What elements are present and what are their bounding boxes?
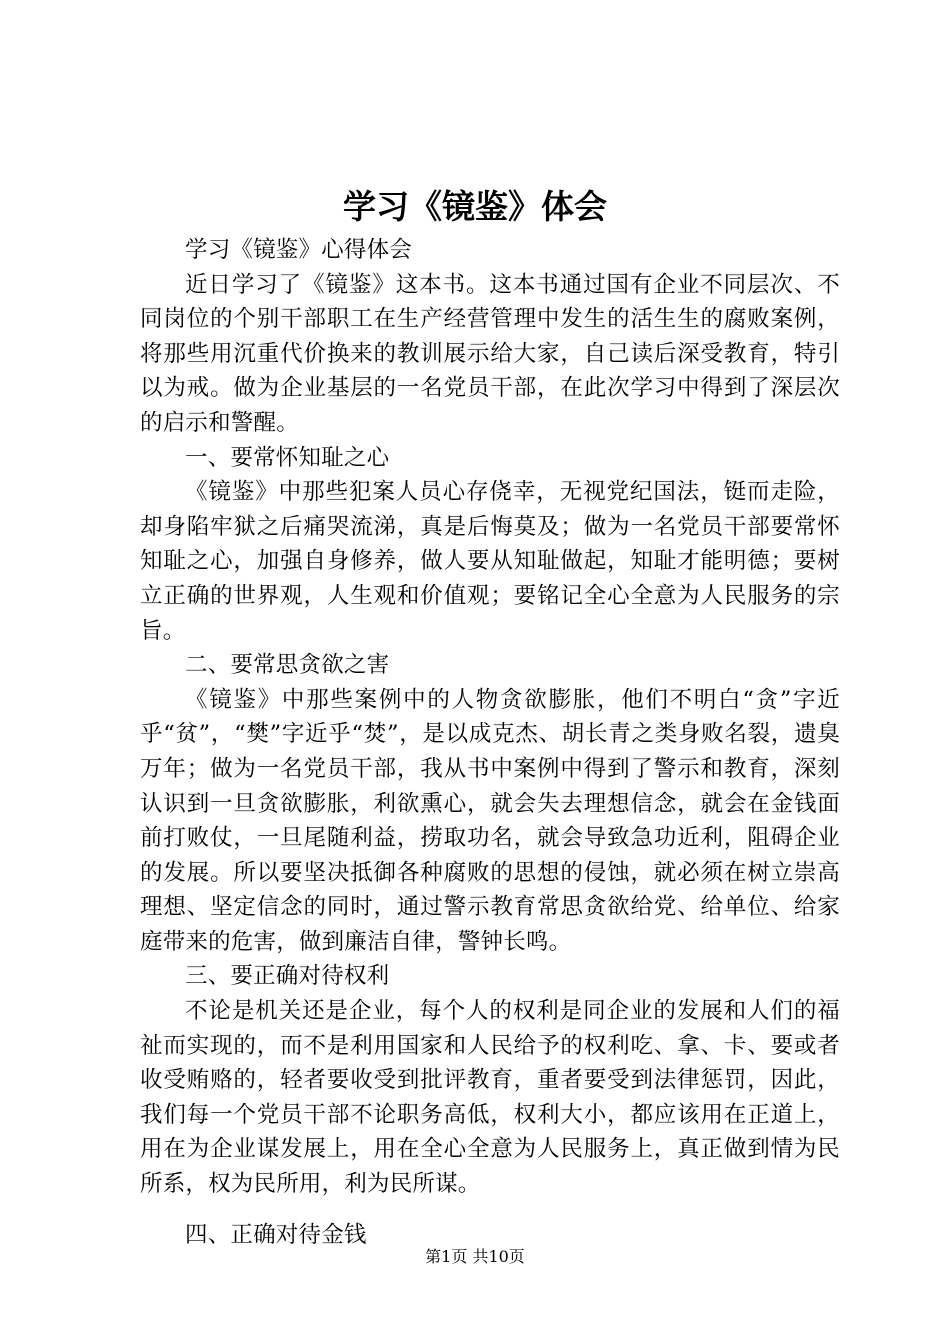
- page-number-label: 第1页 共10页: [425, 1247, 525, 1266]
- subtitle-paragraph: 学习《镜鉴》心得体会: [185, 237, 413, 263]
- section-paragraph-3: 不论是机关还是企业，每个人的权利是同企业的发展和人们的福祉而实现的，而不是利用国家和人民给予的权利吃、拿、卡、要或者收受贿赂的，轻者要收受到批评教育，重者要受到法律惩罚，因此，我们每一个党员干部不论职务高低，权利大小，都应该用在正道上，用在为企业谋发展上，用在全心全意为人民服务上，真正做到情为民所系，权为民所用，利为民所谋。: [140, 998, 840, 1198]
- page-footer: [0, 1245, 950, 1269]
- document-body: [140, 233, 840, 1252]
- section-heading-1: 一、要常怀知耻之心: [185, 444, 390, 471]
- section-heading-2: 二、要常思贪欲之害: [185, 652, 390, 679]
- section-paragraph-2: 《镜鉴》中那些案例中的人物贪欲膨胀，他们不明白“贪”字近乎“贫”，“樊”字近乎“焚”，是以成克杰、胡长青之类身败名裂，遗臭万年；做为一名党员干部，我从书中案例中得到了警示和教育，深刻认识到一旦贪欲膨胀，利欲熏心，就会失去理想信念，就会在金钱面前打败仗，一旦尾随利益，捞取功名，就会导致急功近利，阻碍企业的发展。所以要坚决抵御各种腐败的思想的侵蚀，就必须在树立崇高理想、坚定信念的同时，通过警示教育常思贪欲给党、给单位、给家庭带来的危害，做到廉洁自律，警钟长鸣。: [140, 686, 840, 955]
- section-heading-3: 三、要正确对待权利: [185, 963, 390, 990]
- intro-paragraph: 近日学习了《镜鉴》这本书。这本书通过国有企业不同层次、不同岗位的个别干部职工在生产经营管理中发生的活生生的腐败案例，将那些用沉重代价换来的教训展示给大家，自己读后深受教育，特引以为戒。做为企业基层的一名党员干部，在此次学习中得到了深层次的启示和警醒。: [140, 271, 840, 436]
- section-heading-4: 四、正确对待金钱: [185, 1221, 367, 1248]
- document-title: 学习《镜鉴》体会: [343, 187, 607, 226]
- section-paragraph-1: 《镜鉴》中那些犯案人员心存侥幸，无视党纪国法，铤而走险，却身陷牢狱之后痛哭流涕，真是后悔莫及；做为一名党员干部要常怀知耻之心，加强自身修养，做人要从知耻做起，知耻才能明德；要树立正确的世界观，人生观和价值观；要铭记全心全意为人民服务的宗旨。: [140, 479, 840, 644]
